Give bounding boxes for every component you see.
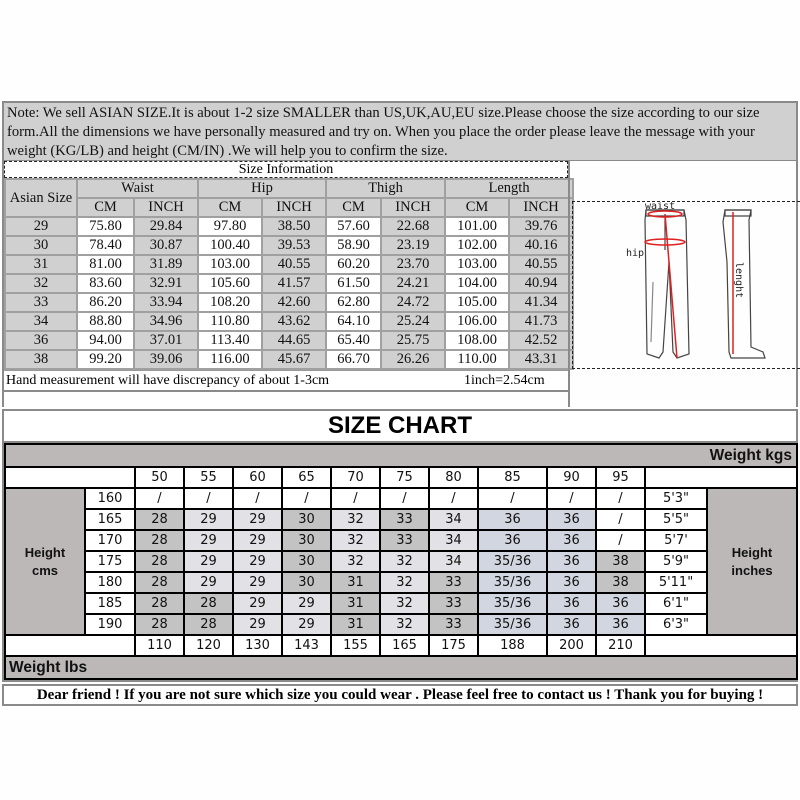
len-cm-cell: 103.00 xyxy=(446,256,508,273)
thigh-in-cell: 24.21 xyxy=(382,275,444,292)
size-info-row xyxy=(6,275,572,292)
asian-size-cell: 29 xyxy=(6,218,76,235)
len-cm-cell: 110.00 xyxy=(446,351,508,368)
thigh-cm-cell: 60.20 xyxy=(327,256,380,273)
size-info-row xyxy=(6,294,572,311)
waist-in-cell: 39.06 xyxy=(135,351,197,368)
size-cell: 33 xyxy=(429,614,478,635)
weight-lb-header: 165 xyxy=(380,635,429,656)
size-cell: / xyxy=(282,488,331,509)
size-cell: 35/36 xyxy=(478,572,547,593)
diagram-panel xyxy=(568,161,796,407)
thigh-in-cell: 22.68 xyxy=(382,218,444,235)
height-inches-label: Height inches xyxy=(707,488,797,635)
size-cell: 28 xyxy=(135,509,184,530)
asian-size-cell: 30 xyxy=(6,237,76,254)
size-info-row xyxy=(6,332,572,349)
size-chart-row xyxy=(5,509,797,530)
size-cell: 35/36 xyxy=(478,614,547,635)
hip-header: Hip xyxy=(199,180,325,197)
size-guide xyxy=(2,101,798,706)
size-cell: 36 xyxy=(478,509,547,530)
weight-lb-header: 120 xyxy=(184,635,233,656)
size-cell: / xyxy=(429,488,478,509)
size-chart-row xyxy=(5,530,797,551)
size-cell: 35/36 xyxy=(478,593,547,614)
waist-in-cell: 30.87 xyxy=(135,237,197,254)
thigh-cm-cell: 66.70 xyxy=(327,351,380,368)
unit-inch: INCH xyxy=(135,199,197,216)
thigh-cm-cell: 65.40 xyxy=(327,332,380,349)
size-cell: 36 xyxy=(596,614,645,635)
size-info-rows xyxy=(6,218,572,368)
size-cell: 38 xyxy=(596,551,645,572)
size-cell: 32 xyxy=(380,572,429,593)
size-cell: 34 xyxy=(429,509,478,530)
len-cm-cell: 104.00 xyxy=(446,275,508,292)
hip-in-cell: 42.60 xyxy=(263,294,325,311)
measurement-note xyxy=(4,370,568,392)
corner-cell xyxy=(5,467,135,488)
thigh-cm-cell: 61.50 xyxy=(327,275,380,292)
unit-cm: CM xyxy=(199,199,261,216)
size-chart-table xyxy=(4,443,798,680)
weight-kg-header: 65 xyxy=(282,467,331,488)
len-in-cell: 40.16 xyxy=(510,237,572,254)
size-cell: 36 xyxy=(596,593,645,614)
hip-in-cell: 45.67 xyxy=(263,351,325,368)
waist-in-cell: 29.84 xyxy=(135,218,197,235)
hip-cm-cell: 113.40 xyxy=(199,332,261,349)
thigh-cm-cell: 62.80 xyxy=(327,294,380,311)
waist-header: Waist xyxy=(78,180,197,197)
thigh-cm-cell: 58.90 xyxy=(327,237,380,254)
size-cell: 28 xyxy=(184,614,233,635)
len-in-cell: 40.55 xyxy=(510,256,572,273)
corner-cell xyxy=(645,635,797,656)
len-in-cell: 41.34 xyxy=(510,294,572,311)
size-cell: / xyxy=(596,509,645,530)
size-cell: 29 xyxy=(282,593,331,614)
pants-measurement-diagram xyxy=(572,201,800,369)
size-info-row xyxy=(6,237,572,254)
size-cell: 29 xyxy=(184,530,233,551)
weight-kg-header: 90 xyxy=(547,467,596,488)
waist-in-cell: 34.96 xyxy=(135,313,197,330)
thigh-header: Thigh xyxy=(327,180,444,197)
waist-in-cell: 37.01 xyxy=(135,332,197,349)
size-cell: 29 xyxy=(184,509,233,530)
size-cell: 32 xyxy=(380,614,429,635)
size-cell: 29 xyxy=(282,614,331,635)
weight-kg-header: 80 xyxy=(429,467,478,488)
size-info-panel xyxy=(4,161,568,407)
size-cell: 36 xyxy=(547,530,596,551)
size-cell: 32 xyxy=(380,551,429,572)
height-ft-cell: 5'5" xyxy=(645,509,707,530)
hip-in-cell: 43.62 xyxy=(263,313,325,330)
size-info-row xyxy=(6,313,572,330)
corner-cell xyxy=(645,467,797,488)
hip-cm-cell: 110.80 xyxy=(199,313,261,330)
weight-lbs-label: Weight lbs xyxy=(5,656,797,679)
waist-cm-cell: 86.20 xyxy=(78,294,133,311)
size-chart xyxy=(2,409,798,682)
size-cell: / xyxy=(233,488,282,509)
hip-in-cell: 40.55 xyxy=(263,256,325,273)
len-cm-cell: 108.00 xyxy=(446,332,508,349)
weight-lb-header: 143 xyxy=(282,635,331,656)
height-ft-cell: 6'3" xyxy=(645,614,707,635)
size-cell: 30 xyxy=(282,530,331,551)
asian-size-cell: 34 xyxy=(6,313,76,330)
size-cell: / xyxy=(596,530,645,551)
size-cell: / xyxy=(331,488,380,509)
height-cms-label: Height cms xyxy=(5,488,85,635)
unit-cm: CM xyxy=(78,199,133,216)
size-note: Note: We sell ASIAN SIZE.It is about 1-2 size SMALLER than US,UK,AU,EU size.Please choose the size according to our size form.All the dimensions we have personally measured and try on. When you place the order please leave the message with your weight (KG/LB) and height (CM/IN) .We will help you to confirm the size. xyxy=(2,101,798,161)
unit-inch: INCH xyxy=(263,199,325,216)
svg-text:waist: waist xyxy=(645,202,676,212)
size-cell: 31 xyxy=(331,614,380,635)
weight-lb-header: 188 xyxy=(478,635,547,656)
weight-kg-header: 60 xyxy=(233,467,282,488)
size-cell: 30 xyxy=(282,509,331,530)
size-cell: 31 xyxy=(331,593,380,614)
size-cell: 29 xyxy=(233,614,282,635)
unit-inch: INCH xyxy=(382,199,444,216)
size-info-row xyxy=(6,256,572,273)
size-cell: 30 xyxy=(282,572,331,593)
waist-cm-cell: 99.20 xyxy=(78,351,133,368)
size-cell: 30 xyxy=(282,551,331,572)
size-chart-row xyxy=(5,551,797,572)
size-info-row xyxy=(6,351,572,368)
pants-illustration-icon xyxy=(573,202,800,368)
height-cm-cell: 160 xyxy=(85,488,135,509)
size-chart-row xyxy=(5,593,797,614)
svg-text:lenght: lenght xyxy=(733,262,744,299)
size-info-table xyxy=(4,178,574,370)
thigh-in-cell: 25.75 xyxy=(382,332,444,349)
size-cell: 36 xyxy=(547,509,596,530)
asian-size-cell: 38 xyxy=(6,351,76,368)
weight-kg-header: 70 xyxy=(331,467,380,488)
size-cell: / xyxy=(547,488,596,509)
inch-conversion-note: 1inch=2.54cm xyxy=(464,373,545,388)
size-cell: / xyxy=(380,488,429,509)
hip-cm-cell: 103.00 xyxy=(199,256,261,273)
height-cm-cell: 185 xyxy=(85,593,135,614)
hip-cm-cell: 97.80 xyxy=(199,218,261,235)
size-cell: 29 xyxy=(233,509,282,530)
size-cell: 32 xyxy=(331,530,380,551)
height-ft-cell: 5'3" xyxy=(645,488,707,509)
size-cell: 29 xyxy=(233,530,282,551)
weight-kgs-label: Weight kgs xyxy=(5,444,797,467)
waist-cm-cell: 94.00 xyxy=(78,332,133,349)
unit-cm: CM xyxy=(446,199,508,216)
weight-kg-header: 75 xyxy=(380,467,429,488)
size-cell: 33 xyxy=(380,509,429,530)
weight-kg-header: 55 xyxy=(184,467,233,488)
svg-text:hip: hip xyxy=(626,248,645,259)
weight-lb-header: 130 xyxy=(233,635,282,656)
asian-size-cell: 36 xyxy=(6,332,76,349)
size-cell: / xyxy=(596,488,645,509)
thigh-cm-cell: 64.10 xyxy=(327,313,380,330)
size-cell: / xyxy=(135,488,184,509)
hand-measurement-note: Hand measurement will have discrepancy of about 1-3cm xyxy=(6,373,330,388)
size-cell: 29 xyxy=(233,551,282,572)
weight-lb-header: 200 xyxy=(547,635,596,656)
size-cell: / xyxy=(184,488,233,509)
len-in-cell: 43.31 xyxy=(510,351,572,368)
size-cell: 33 xyxy=(380,530,429,551)
corner-cell xyxy=(5,635,135,656)
size-chart-row xyxy=(5,614,797,635)
thigh-cm-cell: 57.60 xyxy=(327,218,380,235)
size-cell: / xyxy=(478,488,547,509)
size-cell: 29 xyxy=(184,572,233,593)
size-cell: 36 xyxy=(478,530,547,551)
len-in-cell: 41.73 xyxy=(510,313,572,330)
length-header: Length xyxy=(446,180,572,197)
size-cell: 32 xyxy=(380,593,429,614)
hip-in-cell: 41.57 xyxy=(263,275,325,292)
height-cm-cell: 165 xyxy=(85,509,135,530)
asian-size-cell: 33 xyxy=(6,294,76,311)
size-cell: 29 xyxy=(233,593,282,614)
len-cm-cell: 102.00 xyxy=(446,237,508,254)
size-info-title: Size Information xyxy=(4,161,568,178)
thigh-in-cell: 26.26 xyxy=(382,351,444,368)
size-cell: 28 xyxy=(135,530,184,551)
size-cell: 29 xyxy=(233,572,282,593)
waist-cm-cell: 78.40 xyxy=(78,237,133,254)
len-in-cell: 40.94 xyxy=(510,275,572,292)
len-in-cell: 42.52 xyxy=(510,332,572,349)
size-cell: 34 xyxy=(429,530,478,551)
weight-kg-header: 50 xyxy=(135,467,184,488)
len-in-cell: 39.76 xyxy=(510,218,572,235)
contact-message: Dear friend ! If you are not sure which size you could wear . Please feel free to contact us ! Thank you for buying ! xyxy=(2,684,798,706)
height-cm-cell: 175 xyxy=(85,551,135,572)
asian-size-header: Asian Size xyxy=(6,180,76,216)
waist-in-cell: 32.91 xyxy=(135,275,197,292)
size-cell: 28 xyxy=(135,551,184,572)
size-info-section xyxy=(2,161,798,407)
size-cell: 36 xyxy=(547,572,596,593)
thigh-in-cell: 24.72 xyxy=(382,294,444,311)
weight-kg-header: 95 xyxy=(596,467,645,488)
unit-cm: CM xyxy=(327,199,380,216)
waist-cm-cell: 88.80 xyxy=(78,313,133,330)
thigh-in-cell: 23.70 xyxy=(382,256,444,273)
size-cell: 36 xyxy=(547,593,596,614)
hip-cm-cell: 116.00 xyxy=(199,351,261,368)
size-cell: 28 xyxy=(135,572,184,593)
len-cm-cell: 105.00 xyxy=(446,294,508,311)
size-cell: 32 xyxy=(331,509,380,530)
size-info-row xyxy=(6,218,572,235)
weight-kg-header: 85 xyxy=(478,467,547,488)
size-chart-title: SIZE CHART xyxy=(4,411,796,443)
size-cell: 34 xyxy=(429,551,478,572)
size-cell: 28 xyxy=(184,593,233,614)
size-cell: 31 xyxy=(331,572,380,593)
waist-cm-cell: 75.80 xyxy=(78,218,133,235)
size-cell: 33 xyxy=(429,593,478,614)
height-ft-cell: 5'7' xyxy=(645,530,707,551)
waist-cm-cell: 83.60 xyxy=(78,275,133,292)
size-cell: 28 xyxy=(135,593,184,614)
hip-in-cell: 44.65 xyxy=(263,332,325,349)
height-cm-cell: 190 xyxy=(85,614,135,635)
size-cell: 28 xyxy=(135,614,184,635)
size-chart-row xyxy=(5,488,797,509)
height-ft-cell: 5'11" xyxy=(645,572,707,593)
size-cell: 29 xyxy=(184,551,233,572)
waist-in-cell: 33.94 xyxy=(135,294,197,311)
size-cell: 35/36 xyxy=(478,551,547,572)
weight-lb-header: 155 xyxy=(331,635,380,656)
hip-in-cell: 38.50 xyxy=(263,218,325,235)
thigh-in-cell: 23.19 xyxy=(382,237,444,254)
waist-in-cell: 31.89 xyxy=(135,256,197,273)
size-cell: 33 xyxy=(429,572,478,593)
thigh-in-cell: 25.24 xyxy=(382,313,444,330)
unit-inch: INCH xyxy=(510,199,572,216)
waist-cm-cell: 81.00 xyxy=(78,256,133,273)
size-cell: 38 xyxy=(596,572,645,593)
height-ft-cell: 6'1" xyxy=(645,593,707,614)
size-cell: 32 xyxy=(331,551,380,572)
hip-cm-cell: 108.20 xyxy=(199,294,261,311)
asian-size-cell: 32 xyxy=(6,275,76,292)
weight-lb-header: 210 xyxy=(596,635,645,656)
hip-in-cell: 39.53 xyxy=(263,237,325,254)
hip-cm-cell: 100.40 xyxy=(199,237,261,254)
height-cm-cell: 180 xyxy=(85,572,135,593)
hip-cm-cell: 105.60 xyxy=(199,275,261,292)
size-chart-row xyxy=(5,572,797,593)
len-cm-cell: 101.00 xyxy=(446,218,508,235)
weight-lb-header: 175 xyxy=(429,635,478,656)
size-cell: 36 xyxy=(547,614,596,635)
height-ft-cell: 5'9" xyxy=(645,551,707,572)
weight-lb-header: 110 xyxy=(135,635,184,656)
len-cm-cell: 106.00 xyxy=(446,313,508,330)
size-cell: 36 xyxy=(547,551,596,572)
asian-size-cell: 31 xyxy=(6,256,76,273)
height-cm-cell: 170 xyxy=(85,530,135,551)
